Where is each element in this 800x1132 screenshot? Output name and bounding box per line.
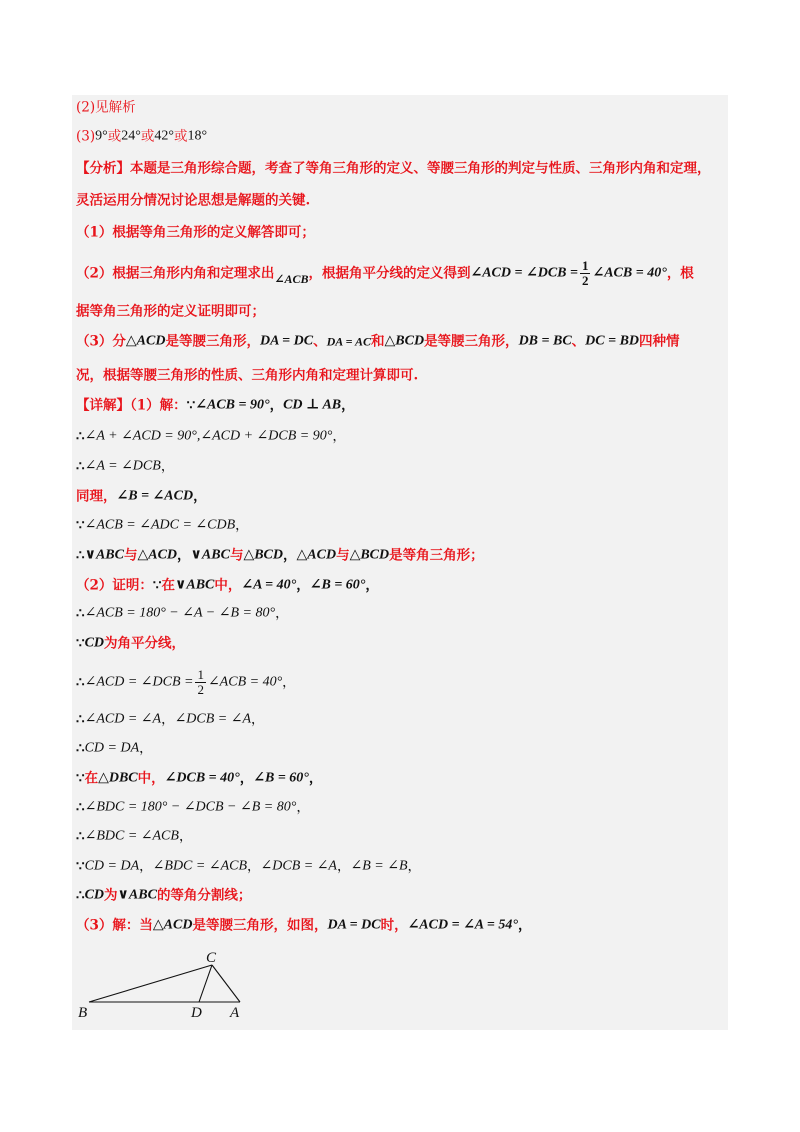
math: △ACD	[152, 917, 193, 933]
fraction-one-half	[580, 259, 591, 288]
math: CD	[84, 887, 105, 903]
text: ，	[139, 740, 153, 757]
detail-line-12	[76, 738, 153, 759]
fraction-one-half	[195, 668, 206, 697]
text: （3）解：当	[76, 917, 153, 934]
math: ∠ACD = ∠A = 54°	[407, 917, 518, 933]
therefore-symbol: ∴	[76, 458, 85, 475]
numerator: 1	[581, 258, 589, 273]
text: （3）分	[76, 333, 126, 350]
analysis-text: （1）根据等角三角形的定义解答即可；	[76, 224, 315, 241]
label-c: C	[206, 950, 217, 966]
text: ，	[161, 711, 175, 728]
therefore-symbol: ∴	[76, 740, 85, 757]
text: ，	[365, 577, 379, 594]
detail-line-5	[76, 515, 249, 536]
because-symbol: ∵	[76, 770, 85, 787]
detail-line-1	[76, 395, 355, 416]
because-symbol: ∵	[152, 577, 162, 594]
detail-line-11	[76, 709, 265, 730]
text: 是等角三角形；	[389, 547, 484, 564]
math: ∨ABC	[175, 577, 215, 593]
detail-line-18	[76, 915, 531, 936]
text: （2）证明：	[76, 577, 153, 594]
connector-text: 或	[140, 128, 155, 145]
detail-line-6	[76, 545, 484, 566]
text: 为	[104, 887, 118, 904]
math: ∠A = ∠DCB	[84, 458, 161, 474]
math: △BCD	[384, 333, 425, 349]
math: ∨ABC	[190, 547, 230, 563]
denominator: 2	[581, 273, 589, 288]
text: 是等腰三角形，	[165, 333, 260, 350]
connector-text: 或	[107, 128, 122, 145]
segment-bc	[89, 965, 212, 1002]
text: ，	[283, 547, 297, 564]
text: ，根	[666, 265, 694, 282]
math-value: 42°	[154, 128, 174, 144]
text: ，	[296, 799, 310, 816]
answer-part-3	[76, 126, 207, 147]
text: ，	[177, 547, 191, 564]
part-number: (3)	[76, 128, 96, 145]
detail-line-3	[76, 456, 174, 477]
therefore-symbol: ∴	[76, 711, 85, 728]
math: ∠ACB = 90°	[195, 397, 270, 413]
part-number: (2)	[76, 99, 96, 116]
therefore-symbol: ∴	[76, 828, 85, 845]
label-a: A	[230, 1005, 240, 1021]
math: ∠A = 40°	[241, 577, 297, 593]
text: 是等腰三角形，	[424, 333, 519, 350]
analysis-text: 本题是三角形综合题，考查了等角三角形的定义、等腰三角形的判定与性质、三角形内角和定理，	[130, 160, 711, 177]
math: ∠ACB = ∠ADC = ∠CDB	[84, 517, 236, 533]
text: ，	[296, 577, 310, 594]
label-d: D	[191, 1005, 202, 1021]
text: 与	[229, 547, 244, 564]
math: ∠BDC = ∠ACB	[152, 858, 248, 874]
triangle-figure	[72, 945, 272, 1025]
text: ，	[269, 397, 284, 414]
text: 况，根据等腰三角形的性质、三角形内角和定理计算即可.	[76, 367, 419, 384]
therefore-symbol: ∴	[76, 428, 85, 445]
math: △BCD	[243, 547, 283, 563]
text: ，	[282, 674, 296, 691]
math: DB = BC	[518, 333, 572, 349]
math: ∠DCB = 40°	[164, 770, 240, 786]
detail-tag: 【详解】	[76, 397, 130, 414]
math: ∠BDC = 180° − ∠DCB − ∠B = 80°	[84, 799, 297, 815]
math: ∠ACB	[274, 271, 309, 286]
text: 是等腰三角形，如图，	[192, 917, 328, 934]
math: △BCD	[349, 547, 390, 563]
analysis-line-3	[76, 222, 315, 243]
text: 中，	[214, 577, 242, 594]
analysis-line-5	[76, 301, 265, 322]
text: 同理，	[76, 488, 117, 505]
text: ，	[308, 770, 323, 787]
math: ∠B = 60°	[309, 577, 366, 593]
text: 在	[84, 770, 99, 787]
math: CD	[84, 635, 105, 651]
math: ∠ACD = ∠A	[84, 711, 162, 727]
math: DC = BD	[585, 333, 640, 349]
numerator: 1	[197, 667, 204, 682]
analysis-line-2	[76, 190, 310, 211]
text: ，	[247, 858, 261, 875]
text: ，	[235, 517, 249, 534]
detail-line-2	[76, 426, 346, 447]
math: ∠A + ∠ACD = 90°,∠ACD + ∠DCB = 90°	[84, 428, 333, 444]
text: 据等角三角形的定义证明即可；	[76, 303, 265, 320]
math: ∠B = ∠B	[350, 858, 408, 874]
detail-line-9	[76, 633, 185, 654]
text: ，	[239, 770, 254, 787]
math: ∠B = ∠ACD	[116, 488, 194, 504]
segment-cd	[199, 965, 212, 1002]
text: ，	[517, 917, 532, 934]
answer-part-2	[76, 97, 136, 118]
therefore-symbol: ∴	[76, 799, 85, 816]
text: ，	[193, 488, 207, 505]
text: 、	[571, 333, 586, 350]
because-symbol: ∵	[186, 397, 196, 414]
answer-text: 见解析	[95, 99, 136, 116]
analysis-line-1	[76, 158, 711, 179]
math: △ACD	[296, 547, 337, 563]
detail-line-7	[76, 575, 379, 596]
because-symbol: ∵	[76, 858, 85, 875]
math: ∠DCB = ∠A	[260, 858, 337, 874]
math-value: 24°	[121, 128, 141, 144]
detail-line-10	[76, 668, 296, 697]
therefore-symbol: ∴	[76, 547, 85, 564]
therefore-symbol: ∴	[76, 605, 85, 622]
math: CD = DA	[84, 858, 140, 874]
therefore-symbol: ∴	[76, 674, 85, 691]
math: DA = DC	[327, 917, 381, 933]
math: ∨ABC	[84, 547, 124, 563]
therefore-symbol: ∴	[76, 887, 85, 904]
detail-line-8	[76, 603, 289, 624]
text: ，	[178, 828, 193, 845]
because-symbol: ∵	[76, 517, 85, 534]
math: ∠ACB = 40°	[592, 265, 667, 281]
math: ∠BDC = ∠ACB	[84, 828, 179, 844]
analysis-line-6	[76, 331, 680, 352]
text: 中，	[137, 770, 165, 787]
detail-line-4	[76, 486, 207, 507]
analysis-tag: 【分析】	[76, 160, 130, 177]
text: （2）根据三角形内角和定理求出	[76, 265, 275, 282]
denominator: 2	[197, 682, 204, 697]
text: 与	[336, 547, 350, 564]
math: ∠B = 60°	[253, 770, 309, 786]
math: ∠DCB = ∠A	[174, 711, 252, 727]
detail-line-16	[76, 856, 421, 877]
label-b: B	[78, 1005, 88, 1021]
math: ∠ACD = ∠DCB =	[470, 265, 578, 281]
text: 的等角分割线；	[156, 887, 252, 904]
text: 在	[161, 577, 175, 594]
analysis-line-4	[76, 259, 694, 288]
text: ，	[341, 397, 355, 414]
analysis-line-7	[76, 365, 418, 386]
math: CD ⊥ AB	[283, 397, 342, 413]
math: ∠ACB = 40°	[207, 674, 283, 690]
text: ，根据角平分线的定义得到	[308, 265, 471, 282]
math: DA = DC	[259, 333, 314, 349]
text: ，	[407, 858, 421, 875]
segment-ca	[212, 965, 240, 1002]
text: 与	[123, 547, 138, 564]
math: ∨ABC	[117, 887, 157, 903]
text: 时，	[380, 917, 408, 934]
analysis-text: 灵活运用分情况讨论思想是解题的关键.	[76, 192, 311, 209]
text: ，	[332, 428, 346, 445]
detail-line-14	[76, 797, 310, 818]
because-symbol: ∵	[76, 635, 85, 652]
text: ，	[275, 605, 289, 622]
math: △DBC	[98, 770, 138, 786]
text: ，	[336, 858, 351, 875]
math: CD = DA	[84, 740, 140, 756]
text: ，	[139, 858, 153, 875]
detail-line-17	[76, 885, 251, 906]
text: 为角平分线，	[104, 635, 186, 652]
math: ∠ACB = 180° − ∠A − ∠B = 80°	[84, 605, 276, 621]
text: （1）解：	[130, 397, 187, 414]
math: ∠ACD = ∠DCB =	[84, 674, 194, 690]
math-value: 18°	[187, 128, 208, 144]
connector-text: 或	[173, 128, 188, 145]
text: ，	[160, 458, 175, 475]
text: ，	[251, 711, 265, 728]
detail-line-15	[76, 826, 192, 847]
detail-line-13	[76, 768, 322, 789]
math-value: 9°	[95, 128, 108, 144]
math: DA = AC	[326, 334, 371, 349]
text: 四种情	[639, 333, 680, 350]
text: 、	[313, 333, 327, 350]
math: △ACD	[137, 547, 178, 563]
math: △ACD	[125, 333, 166, 349]
text: 和	[371, 333, 385, 350]
